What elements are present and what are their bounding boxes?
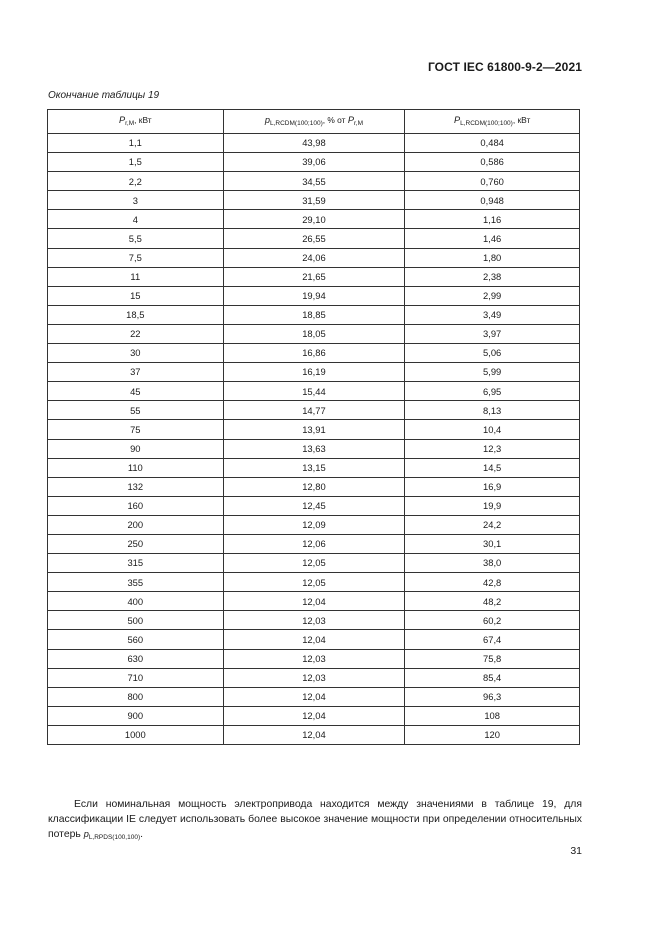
table-row <box>48 420 580 439</box>
cell-relative-losses: 12,03 <box>223 668 405 687</box>
cell-absolute-losses: 8,13 <box>405 401 580 420</box>
table-row <box>48 592 580 611</box>
table-row <box>48 229 580 248</box>
cell-absolute-losses: 48,2 <box>405 592 580 611</box>
cell-relative-losses: 18,05 <box>223 324 405 343</box>
cell-rated-power: 90 <box>48 439 224 458</box>
cell-absolute-losses: 16,9 <box>405 477 580 496</box>
table-row <box>48 687 580 706</box>
unit: , % от <box>322 114 348 125</box>
unit: , кВт <box>134 114 152 125</box>
cell-absolute-losses: 5,06 <box>405 344 580 363</box>
cell-rated-power: 7,5 <box>48 248 224 267</box>
paragraph-symbol: p <box>83 829 89 839</box>
cell-absolute-losses: 1,46 <box>405 229 580 248</box>
cell-relative-losses: 13,91 <box>223 420 405 439</box>
column-header-absolute-losses <box>405 110 580 134</box>
cell-absolute-losses: 1,16 <box>405 210 580 229</box>
cell-rated-power: 15 <box>48 286 224 305</box>
cell-relative-losses: 12,04 <box>223 725 405 744</box>
cell-rated-power: 315 <box>48 554 224 573</box>
paragraph-subscript: L,RPDS(100,100) <box>88 834 141 841</box>
cell-relative-losses: 16,19 <box>223 363 405 382</box>
subscript: L,RCDM(100;100) <box>270 119 323 127</box>
table-row <box>48 267 580 286</box>
column-header-rated-power <box>48 110 224 134</box>
table-row <box>48 630 580 649</box>
cell-absolute-losses: 6,95 <box>405 382 580 401</box>
table-row <box>48 134 580 153</box>
cell-absolute-losses: 96,3 <box>405 687 580 706</box>
cell-absolute-losses: 67,4 <box>405 630 580 649</box>
cell-absolute-losses: 108 <box>405 706 580 725</box>
unit: , кВт <box>512 114 531 125</box>
symbol: P <box>453 114 461 125</box>
cell-relative-losses: 13,63 <box>223 439 405 458</box>
table-caption: Окончание таблицы 19 <box>48 90 160 101</box>
reference-symbol: P <box>347 114 354 125</box>
cell-absolute-losses: 3,49 <box>405 305 580 324</box>
cell-absolute-losses: 2,99 <box>405 286 580 305</box>
table-row <box>48 496 580 515</box>
cell-absolute-losses: 85,4 <box>405 668 580 687</box>
cell-relative-losses: 12,05 <box>223 573 405 592</box>
symbol: P <box>118 114 126 125</box>
subscript: r,M <box>125 119 135 127</box>
table-row <box>48 305 580 324</box>
cell-rated-power: 1,5 <box>48 153 224 172</box>
cell-rated-power: 800 <box>48 687 224 706</box>
cell-relative-losses: 16,86 <box>223 344 405 363</box>
document-code: ГОСТ IEC 61800-9-2—2021 <box>427 60 582 74</box>
cell-absolute-losses: 0,484 <box>405 134 580 153</box>
cell-rated-power: 5,5 <box>48 229 224 248</box>
data-table <box>47 109 580 745</box>
cell-absolute-losses: 38,0 <box>405 554 580 573</box>
table-row <box>48 477 580 496</box>
cell-rated-power: 132 <box>48 477 224 496</box>
cell-rated-power: 1,1 <box>48 134 224 153</box>
table-row <box>48 649 580 668</box>
cell-rated-power: 37 <box>48 363 224 382</box>
cell-absolute-losses: 3,97 <box>405 324 580 343</box>
cell-relative-losses: 12,06 <box>223 534 405 553</box>
paragraph-end: . <box>140 829 144 840</box>
cell-rated-power: 355 <box>48 573 224 592</box>
cell-relative-losses: 12,04 <box>223 706 405 725</box>
page-number: 31 <box>570 845 582 857</box>
table-row <box>48 172 580 191</box>
cell-relative-losses: 12,09 <box>223 515 405 534</box>
cell-rated-power: 55 <box>48 401 224 420</box>
table-row <box>48 439 580 458</box>
table-row <box>48 534 580 553</box>
cell-rated-power: 560 <box>48 630 224 649</box>
cell-rated-power: 630 <box>48 649 224 668</box>
cell-absolute-losses: 14,5 <box>405 458 580 477</box>
cell-relative-losses: 39,06 <box>223 153 405 172</box>
table-row <box>48 515 580 534</box>
cell-absolute-losses: 0,760 <box>405 172 580 191</box>
cell-rated-power: 11 <box>48 267 224 286</box>
symbol: p <box>264 114 270 125</box>
cell-relative-losses: 12,04 <box>223 630 405 649</box>
cell-relative-losses: 14,77 <box>223 401 405 420</box>
table-row <box>48 210 580 229</box>
table-row <box>48 401 580 420</box>
table-row <box>48 324 580 343</box>
cell-relative-losses: 12,03 <box>223 611 405 630</box>
cell-relative-losses: 19,94 <box>223 286 405 305</box>
cell-rated-power: 1000 <box>48 725 224 744</box>
cell-relative-losses: 43,98 <box>223 134 405 153</box>
table-row <box>48 363 580 382</box>
cell-absolute-losses: 19,9 <box>405 496 580 515</box>
cell-rated-power: 18,5 <box>48 305 224 324</box>
table-row <box>48 706 580 725</box>
cell-relative-losses: 12,04 <box>223 687 405 706</box>
cell-rated-power: 160 <box>48 496 224 515</box>
cell-absolute-losses: 0,586 <box>405 153 580 172</box>
column-header-relative-losses <box>223 110 405 134</box>
cell-rated-power: 22 <box>48 324 224 343</box>
cell-absolute-losses: 75,8 <box>405 649 580 668</box>
cell-relative-losses: 12,45 <box>223 496 405 515</box>
table-row <box>48 344 580 363</box>
cell-relative-losses: 15,44 <box>223 382 405 401</box>
cell-relative-losses: 12,03 <box>223 649 405 668</box>
cell-rated-power: 45 <box>48 382 224 401</box>
cell-relative-losses: 18,85 <box>223 305 405 324</box>
table-row <box>48 191 580 210</box>
cell-absolute-losses: 0,948 <box>405 191 580 210</box>
cell-rated-power: 3 <box>48 191 224 210</box>
cell-rated-power: 75 <box>48 420 224 439</box>
cell-absolute-losses: 12,3 <box>405 439 580 458</box>
table-header-row <box>48 110 580 134</box>
table-row <box>48 573 580 592</box>
cell-absolute-losses: 24,2 <box>405 515 580 534</box>
cell-relative-losses: 29,10 <box>223 210 405 229</box>
table-row <box>48 725 580 744</box>
cell-absolute-losses: 10,4 <box>405 420 580 439</box>
cell-relative-losses: 24,06 <box>223 248 405 267</box>
table-row <box>48 611 580 630</box>
table-row <box>48 382 580 401</box>
cell-relative-losses: 21,65 <box>223 267 405 286</box>
table-row <box>48 286 580 305</box>
table-row <box>48 248 580 267</box>
table-row <box>48 153 580 172</box>
cell-absolute-losses: 42,8 <box>405 573 580 592</box>
cell-absolute-losses: 1,80 <box>405 248 580 267</box>
cell-absolute-losses: 60,2 <box>405 611 580 630</box>
table-row <box>48 554 580 573</box>
paragraph-text: Если номинальная мощность электропривода находится между значениями в таблице 19, для классификации IE следует использовать более высокое значение мощности при определении относительных потерь <box>48 799 582 840</box>
cell-relative-losses: 26,55 <box>223 229 405 248</box>
table-row <box>48 458 580 477</box>
cell-relative-losses: 34,55 <box>223 172 405 191</box>
cell-absolute-losses: 5,99 <box>405 363 580 382</box>
cell-rated-power: 30 <box>48 344 224 363</box>
note-paragraph <box>48 797 582 845</box>
cell-rated-power: 500 <box>48 611 224 630</box>
cell-absolute-losses: 30,1 <box>405 534 580 553</box>
cell-relative-losses: 13,15 <box>223 458 405 477</box>
reference-subscript: r,M <box>353 119 363 127</box>
cell-rated-power: 2,2 <box>48 172 224 191</box>
subscript: L,RCDM(100;100) <box>460 119 513 127</box>
cell-rated-power: 200 <box>48 515 224 534</box>
cell-relative-losses: 12,05 <box>223 554 405 573</box>
cell-absolute-losses: 2,38 <box>405 267 580 286</box>
cell-rated-power: 400 <box>48 592 224 611</box>
cell-relative-losses: 12,04 <box>223 592 405 611</box>
table-row <box>48 668 580 687</box>
cell-rated-power: 710 <box>48 668 224 687</box>
cell-absolute-losses: 120 <box>405 725 580 744</box>
cell-rated-power: 900 <box>48 706 224 725</box>
cell-rated-power: 110 <box>48 458 224 477</box>
cell-relative-losses: 12,80 <box>223 477 405 496</box>
cell-rated-power: 4 <box>48 210 224 229</box>
cell-relative-losses: 31,59 <box>223 191 405 210</box>
table-body <box>48 134 580 745</box>
cell-rated-power: 250 <box>48 534 224 553</box>
